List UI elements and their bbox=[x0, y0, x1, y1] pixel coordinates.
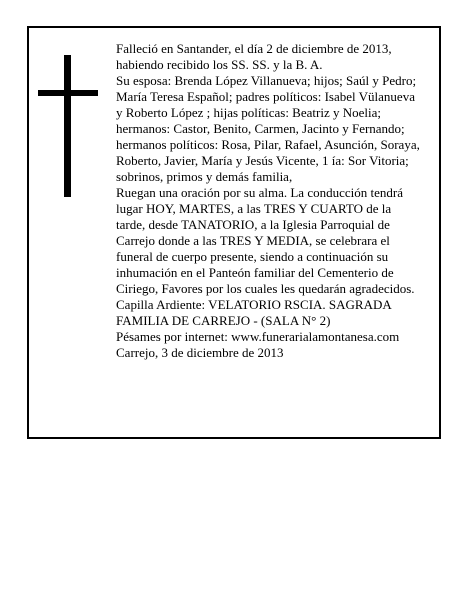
condolences-website: Pésames por internet: www.funerarialamontanesa.com bbox=[116, 329, 400, 344]
obituary-notice bbox=[27, 26, 441, 439]
place-and-date: Carrejo, 3 de diciembre de 2013 bbox=[116, 345, 284, 360]
family-list: Su esposa: Brenda López Villanueva; hijos; Saúl y Pedro; María Teresa Español; padres políticos: Isabel Vülanueva y Roberto López ; hijas políticas: Beatriz y Noelia; hermanos: Castor, Benito, Carmen, Jacinto y Fernando; hermanos políticos: Rosa, Pilar, Rafael, Asunción, Soraya, Roberto, Javier, María y Jesús Vicente, 1 ía: Sor Vitoria; sobrinos, primos y demás familia, bbox=[116, 73, 420, 184]
notice-text bbox=[116, 41, 420, 361]
latin-cross-icon bbox=[38, 55, 98, 197]
death-announcement: Falleció en Santander, el día 2 de diciembre de 2013, habiendo recibido los SS. SS. y la B. A. bbox=[116, 41, 392, 72]
funeral-details: Ruegan una oración por su alma. La conducción tendrá lugar HOY, MARTES, a las TRES Y CUARTO de la tarde, desde TANATORIO, a la Iglesia Parroquial de Carrejo donde a las TRES Y MEDIA, se celebrara el funeral de cuerpo presente, siendo a continuación su inhumación en el Panteón familiar del Cementerio de Ciriego, Favores por los cuales les quedarán agradecidos. Capilla Ardiente: VELATORIO RSCIA. SAGRADA FAMILIA DE CARREJO - (SALA N° 2) bbox=[116, 185, 415, 328]
cross-horizontal-bar bbox=[38, 90, 98, 96]
cross-vertical-bar bbox=[64, 55, 71, 197]
